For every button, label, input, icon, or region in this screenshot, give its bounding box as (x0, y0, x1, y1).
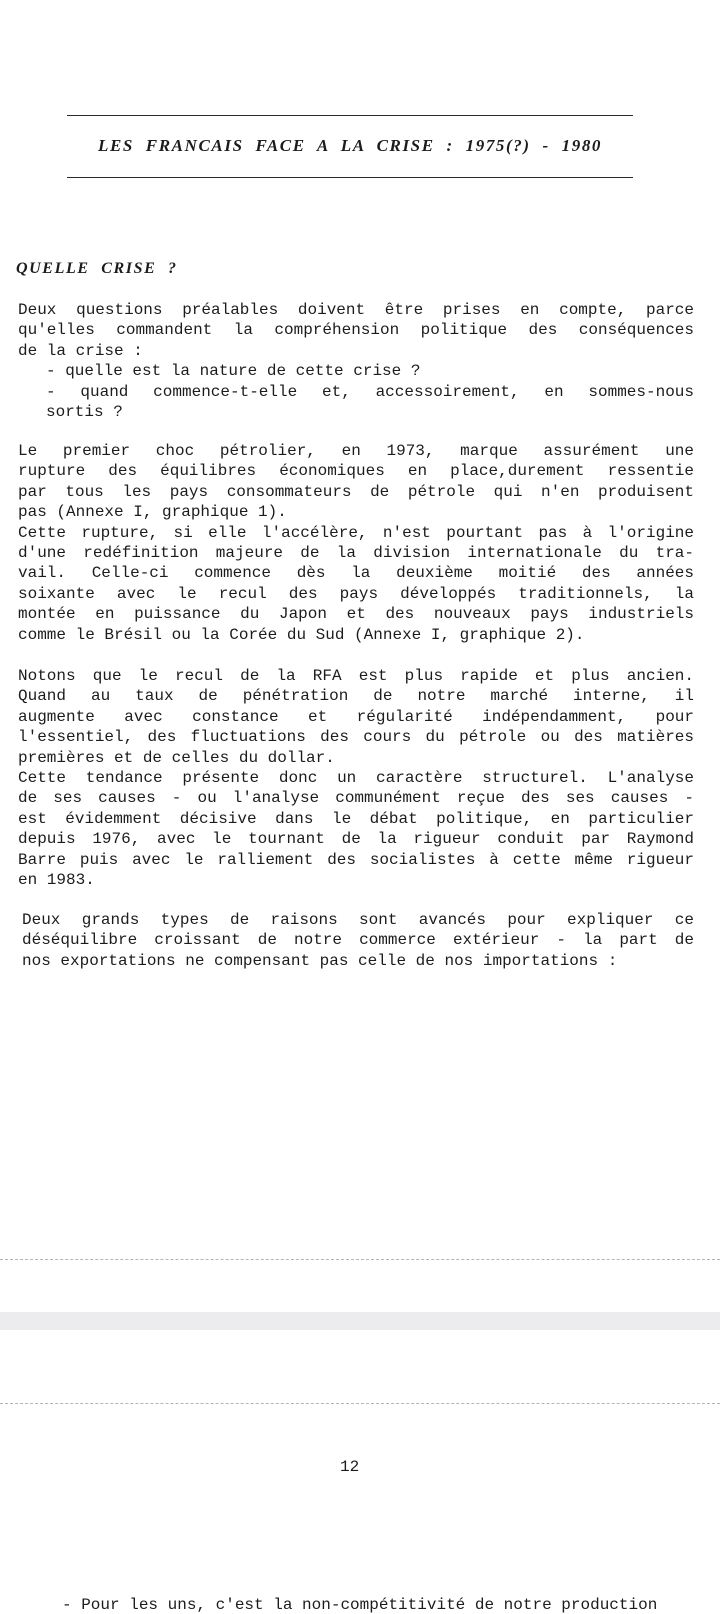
paragraph-line: premières et de celles du dollar. (18, 748, 335, 767)
paragraph-line: en 1983. (18, 871, 95, 890)
list-item: - quelle est la nature de cette crise ? (46, 362, 421, 381)
paragraph-line: l'essentiel, des fluctuations des cours du pétrole ou des matières (18, 728, 694, 747)
paragraph-line: Deux questions préalables doivent être prises en compte, parce (18, 301, 694, 319)
paragraph-line: Deux grands types de raisons sont avancés pour expliquer ce (22, 911, 694, 929)
paragraph-line: Quand au taux de pénétration de notre marché interne, il (18, 687, 694, 706)
paragraph-line: Le premier choc pétrolier, en 1973, marque assurément une (18, 442, 694, 460)
paragraph-line: de la crise : (18, 341, 143, 360)
section-heading: QUELLE CRISE ? (16, 260, 178, 277)
paragraph-line: Cette rupture, si elle l'accélère, n'est pourtant pas à l'origine (18, 523, 694, 542)
paragraph-line: vail. Celle-ci commence dès la deuxième moitié des années (18, 564, 694, 583)
paragraph-line: Cette tendance présente donc un caractère structurel. L'analyse (18, 769, 694, 788)
paragraph-line: montée en puissance du Japon et des nouveaux pays industriels (18, 605, 694, 624)
list-item: - quand commence-t-elle et, accessoirement, en sommes-nous (46, 382, 694, 401)
document-title: LES FRANCAIS FACE A LA CRISE : 1975(?) - 1980 (97, 136, 603, 155)
paragraph-line: qu'elles commandent la compréhension politique des conséquences (18, 321, 694, 340)
paragraph-line: par tous les pays consommateurs de pétrole qui n'en produisent (18, 482, 694, 501)
paragraph-line: Barre puis avec le ralliement des socialistes à cette même rigueur (18, 850, 694, 869)
paragraph-line: Notons que le recul de la RFA est plus rapide et plus ancien. (18, 667, 694, 685)
paragraph-raisons (22, 910, 694, 971)
title-top-rule (67, 115, 633, 116)
paragraph-line: nos exportations ne compensant pas celle de nos importations : (22, 951, 618, 970)
paragraph-choc-petrolier (18, 441, 694, 645)
title-bottom-rule (67, 177, 633, 178)
page-number: 12 (340, 1458, 360, 1476)
paragraph-line: soixante avec le recul des pays développés traditionnels, la (18, 584, 694, 603)
paragraph-intro (18, 300, 694, 422)
list-item-continued: sortis ? (46, 403, 123, 422)
paragraph-line: de ses causes - ou l'analyse communément reçue des ses causes - (18, 789, 694, 808)
page-edge-line (0, 1259, 720, 1260)
paragraph-rfa (18, 666, 694, 890)
paragraph-line: depuis 1976, avec le tournant de la rigueur conduit par Raymond (18, 830, 694, 849)
page-edge-line (0, 1403, 720, 1404)
paragraph-line: d'une redéfinition majeure de la division internationale du tra- (18, 544, 694, 563)
paragraph-line: est évidemment décisive dans le débat politique, en particulier (18, 809, 694, 828)
paragraph-line: augmente avec constance et régularité indépendamment, pour (18, 707, 694, 726)
paragraph-line: pas (Annexe I, graphique 1). (18, 503, 287, 522)
paragraph-line: rupture des équilibres économiques en place,durement ressentie (18, 462, 694, 481)
paragraph-line: déséquilibre croissant de notre commerce extérieur - la part de (22, 931, 694, 950)
paragraph-line: comme le Brésil ou la Corée du Sud (Annexe I, graphique 2). (18, 625, 585, 644)
next-page-text: - Pour les uns, c'est la non-compétitivité de notre production (62, 1596, 658, 1614)
